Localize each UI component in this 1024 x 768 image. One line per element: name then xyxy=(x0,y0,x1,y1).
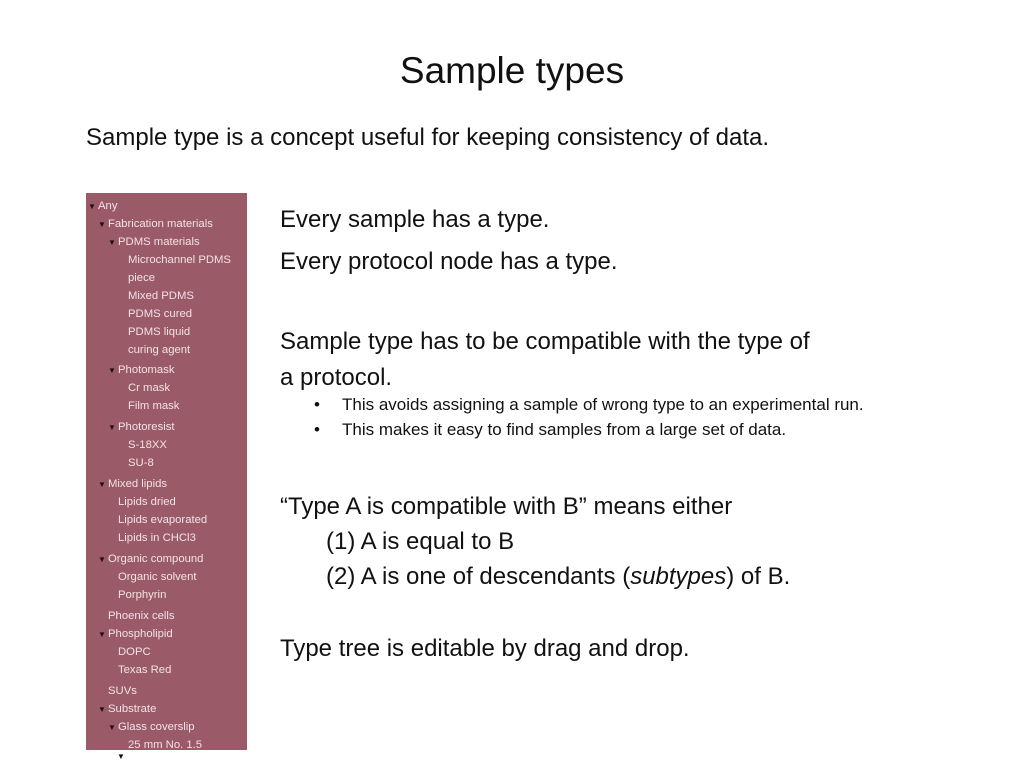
expand-arrow-icon[interactable]: ▼ xyxy=(98,630,106,639)
tree-node[interactable] xyxy=(118,343,190,357)
editable-note: Type tree is editable by drag and drop. xyxy=(280,635,690,662)
tree-node[interactable] xyxy=(108,645,151,659)
expand-arrow-icon[interactable]: ▼ xyxy=(108,423,116,432)
tree-node[interactable] xyxy=(118,738,202,752)
tree-node-label: Photomask xyxy=(118,364,175,376)
tree-node-label: Cr mask xyxy=(128,382,171,394)
tree-node[interactable] xyxy=(98,684,137,698)
tree-node-label: Mixed lipids xyxy=(108,478,168,490)
expand-arrow-icon: ▼ xyxy=(117,752,125,761)
compat-line-2: a protocol. xyxy=(280,364,393,391)
statement-protocol-type: Every protocol node has a type. xyxy=(280,248,618,275)
bullet-text: This makes it easy to find samples from a large set of data. xyxy=(342,420,787,439)
tree-node[interactable] xyxy=(118,307,192,321)
expand-arrow-icon[interactable]: ▼ xyxy=(108,723,116,732)
tree-node-label: Any xyxy=(98,200,118,212)
expand-arrow-icon[interactable]: ▼ xyxy=(98,705,106,714)
tree-node-label: DOPC xyxy=(118,646,151,658)
bullet-text: This avoids assigning a sample of wrong type to an experimental run. xyxy=(342,395,864,414)
tree-node[interactable] xyxy=(108,495,176,509)
tree-node-label: S-18XX xyxy=(128,439,167,451)
tree-node[interactable] xyxy=(98,627,173,641)
tree-node[interactable] xyxy=(118,381,170,395)
tree-node-label: Organic compound xyxy=(108,553,204,565)
expand-arrow-icon[interactable]: ▼ xyxy=(108,366,116,375)
bullet-dot: • xyxy=(314,420,320,439)
tree-node[interactable] xyxy=(118,325,190,339)
tree-node[interactable] xyxy=(108,235,200,249)
expand-arrow-icon[interactable]: ▼ xyxy=(98,480,106,489)
tree-node-label: Glass coverslip xyxy=(118,721,195,733)
definition-case-2-emphasis: subtypes xyxy=(630,563,727,590)
tree-node-label: Substrate xyxy=(108,703,157,715)
tree-node-label: Lipids dried xyxy=(118,496,176,508)
tree-node[interactable] xyxy=(98,477,167,491)
tree-node[interactable] xyxy=(108,588,166,602)
tree-node-label: SUVs xyxy=(108,685,137,697)
tree-node[interactable] xyxy=(118,456,154,470)
tree-node[interactable] xyxy=(118,289,194,303)
expand-arrow-icon[interactable]: ▼ xyxy=(88,202,96,211)
tree-node-label: Photoresist xyxy=(118,421,175,433)
definition-line: “Type A is compatible with B” means either xyxy=(280,493,733,520)
tree-node[interactable] xyxy=(98,217,213,231)
tree-node[interactable] xyxy=(98,609,175,623)
tree-node-label: Porphyrin xyxy=(118,589,167,601)
compat-line-1: Sample type has to be compatible with the type of xyxy=(280,328,810,355)
tree-node[interactable] xyxy=(108,720,195,734)
expand-arrow-icon[interactable]: ▼ xyxy=(98,555,106,564)
tree-node-label: Mixed PDMS xyxy=(128,290,194,302)
definition-case-2-post: ) of B. xyxy=(726,563,791,590)
tree-node[interactable] xyxy=(98,552,203,566)
tree-node-label: PDMS cured xyxy=(128,308,193,320)
definition-case-1: (1) A is equal to B xyxy=(326,528,515,555)
tree-node[interactable] xyxy=(108,363,175,377)
definition-case-2 xyxy=(326,563,790,591)
tree-node[interactable] xyxy=(118,438,167,452)
tree-node[interactable] xyxy=(108,663,171,677)
tree-node-label: Texas Red xyxy=(118,664,172,676)
tree-node[interactable] xyxy=(88,199,117,213)
tree-node-label: Fabrication materials xyxy=(108,218,213,230)
tree-node[interactable] xyxy=(118,271,155,285)
bullet-dot: • xyxy=(314,395,320,414)
type-tree-panel[interactable] xyxy=(86,193,247,761)
tree-node-label: Lipids in CHCl3 xyxy=(118,532,196,544)
tree-node-label: Film mask xyxy=(128,400,180,412)
slide-subtitle: Sample type is a concept useful for keeping consistency of data. xyxy=(86,124,770,151)
tree-node[interactable] xyxy=(108,531,196,545)
tree-node-label: PDMS liquid xyxy=(128,326,191,338)
tree-node-label: Lipids evaporated xyxy=(118,514,208,526)
tree-node[interactable] xyxy=(118,253,231,267)
tree-node-label: piece xyxy=(128,272,156,284)
tree-node-label: Phoenix cells xyxy=(108,610,175,622)
clipped-expand-arrow-icon xyxy=(117,749,127,763)
tree-node[interactable] xyxy=(108,513,207,527)
slide-title: Sample types xyxy=(399,50,625,91)
tree-node[interactable] xyxy=(108,420,175,434)
tree-node[interactable] xyxy=(118,399,179,413)
tree-node-label: Organic solvent xyxy=(118,571,197,583)
tree-node-label: SU-8 xyxy=(128,457,154,469)
tree-node[interactable] xyxy=(108,570,197,584)
tree-node-label: curing agent xyxy=(128,344,191,356)
tree-node[interactable] xyxy=(98,702,156,716)
tree-node-label: PDMS materials xyxy=(118,236,200,248)
definition-case-2-pre: (2) A is one of descendants ( xyxy=(326,563,631,590)
expand-arrow-icon[interactable]: ▼ xyxy=(98,220,106,229)
tree-node-label: Microchannel PDMS xyxy=(128,254,231,266)
expand-arrow-icon[interactable]: ▼ xyxy=(108,238,116,247)
tree-node-label: Phospholipid xyxy=(108,628,173,640)
tree-node-label: 25 mm No. 1.5 xyxy=(128,739,203,751)
statement-sample-type: Every sample has a type. xyxy=(280,206,550,233)
